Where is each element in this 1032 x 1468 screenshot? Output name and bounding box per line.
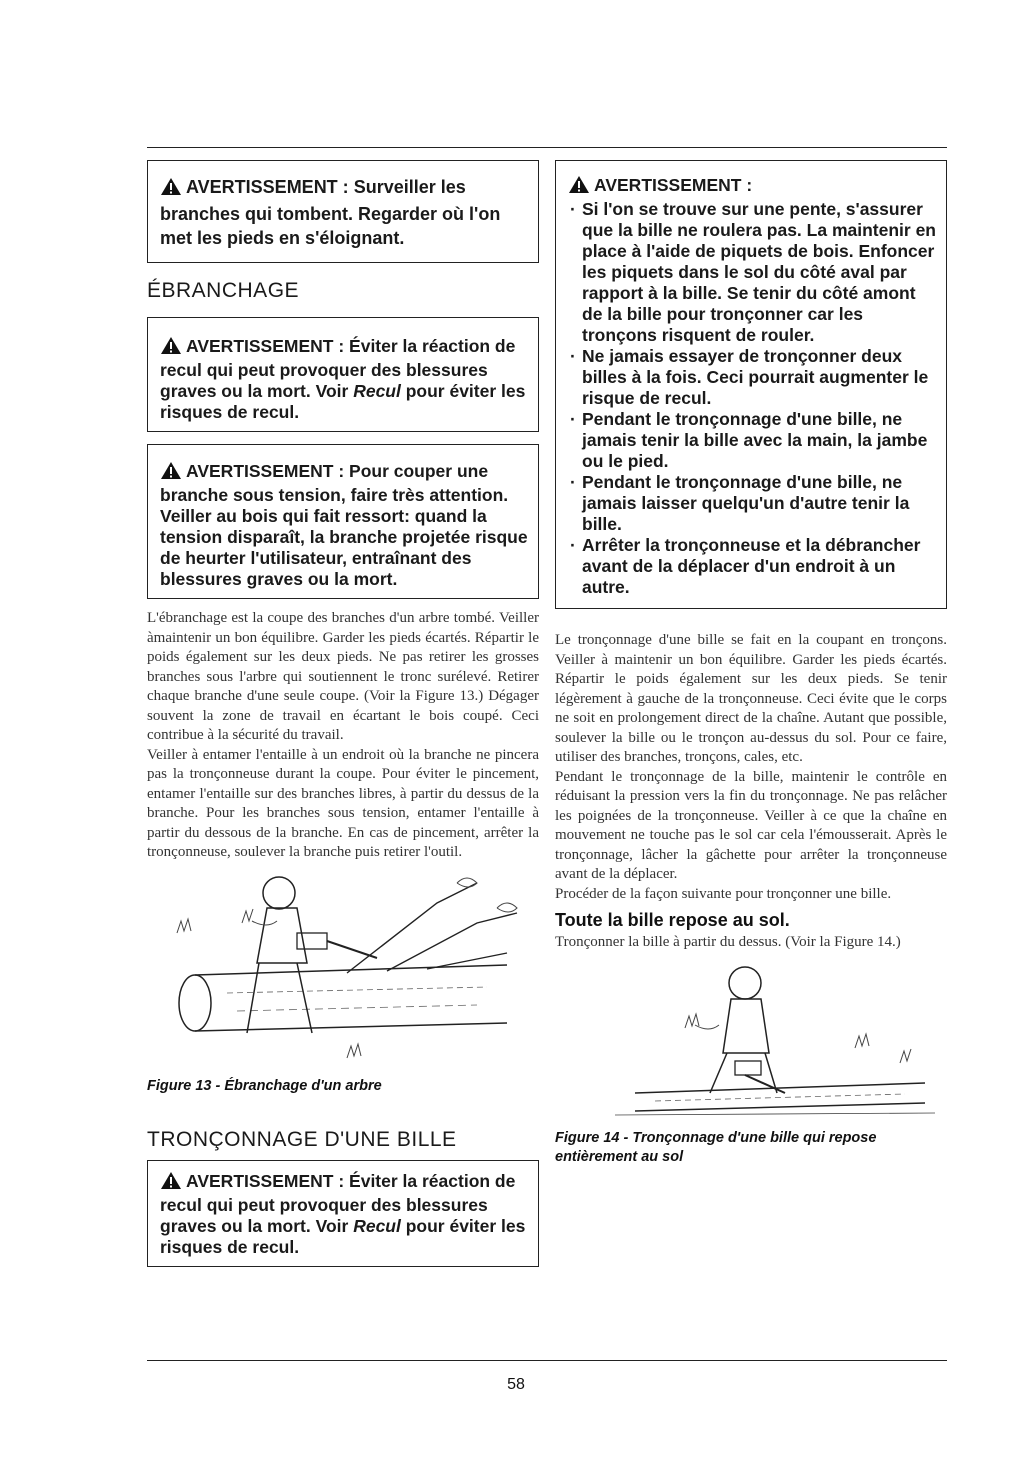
- warning-text: Pour couper une branche sous tension, faire très attention. Veiller au bois qui fait ressort: quand la tension disparaît, la branche projetée risque de heurter l'utilisateur, entraînant des blessures graves ou la mort.: [160, 461, 528, 589]
- figure14-caption: Figure 14 - Tronçonnage d'une bille qui repose entièrement au sol: [555, 1129, 877, 1165]
- paragraph: L'ébranchage est la coupe des branches d'un arbre tombé. Veiller àmaintenir un bon équilibre. Garder les pieds écartés. Répartir le poids également sur les deux pieds. Ne pas retirer les grosses branches sous l'arbre qui soutiennent le tronc surélevé. Retirer chaque branche d'une seule coupe. (Voir la Figure 13.) Dégager souvent la zone de travail en écartant le bois coupé. Ceci contribue à la sécurité du travail.: [147, 610, 539, 743]
- warning-box-branch-tension: [147, 444, 539, 599]
- warning-text: Éviter la réaction de recul qui peut provoquer des blessures graves ou la mort. Voir: [160, 336, 516, 401]
- figure13-illustration: [147, 863, 539, 1073]
- section-title-tronconnage: TRONÇONNAGE D'UNE BILLE: [147, 1127, 457, 1151]
- warning-triangle-icon: [160, 461, 182, 485]
- warning-box-bucking-rules: [555, 160, 947, 609]
- left-column: [147, 160, 539, 1267]
- paragraph: Le tronçonnage d'une bille se fait en la coupant en tronçons. Veiller à maintenir un bon équilibre. Garder les pieds écartés. Répartir le poids également sur les deux pieds. Se tenir légèrement à gauche de la tronçonneuse. Ceci évite que le corps ne soit en prolongement direct de la chaîne. Autant que possible, soulever la bille ou le tronçon au-dessus du sol. Pour ce faire, utiliser des branches, tronçons, cales, etc.: [555, 632, 947, 765]
- warning-bullet: · Pendant le tronçonnage d'une bille, ne jamais laisser quelqu'un d'autre tenir la bille.: [568, 472, 936, 535]
- warning-box-kickback-bucking: [147, 1160, 539, 1267]
- warning-triangle-icon: [568, 175, 590, 199]
- paragraph: Veiller à entamer l'entaille à un endroit où la branche ne pincera pas la tronçonneuse durant la coupe. Pour éviter le pincement, entamer l'entaille sur des branches libres, à partir du dessus de la branche. Pour les branches sous tension, entamer l'entaille à partir du dessous de la branche. En cas de pincement, arrêter la tronçonneuse, soulever la branche puis retirer l'outil.: [147, 746, 539, 860]
- warning-italic-term: Recul: [353, 1215, 401, 1236]
- warning-label: AVERTISSEMENT :: [594, 175, 753, 195]
- warning-text: Éviter la réaction de recul qui peut provoquer des blessures graves ou la mort. Voir: [160, 1170, 516, 1236]
- section-title-ebranchage: ÉBRANCHAGE: [147, 279, 300, 302]
- paragraph: Tronçonner la bille à partir du dessus. (Voir la Figure 14.): [555, 934, 901, 950]
- warning-box-falling-branches: [147, 160, 539, 263]
- warning-label: AVERTISSEMENT :: [186, 461, 345, 481]
- bottom-rule: [147, 1360, 947, 1361]
- warning-bullet: · Pendant le tronçonnage d'une bille, ne jamais tenir la bille avec la main, la jambe ou le pied.: [568, 409, 936, 472]
- warning-text-end: pour éviter les risques de recul.: [160, 1215, 526, 1257]
- log-on-ground-text: [555, 933, 947, 953]
- warning-box-kickback: [147, 317, 539, 432]
- warning-bullet: · Ne jamais essayer de tronçonner deux billes à la fois. Ceci pourrait augmenter le risque de recul.: [568, 346, 936, 409]
- warning-italic-term: Recul: [353, 381, 401, 401]
- tronconnage-text: [555, 631, 947, 904]
- top-rule: [147, 147, 947, 148]
- subhead-log-on-ground: Toute la bille repose au sol.: [555, 910, 790, 930]
- warning-triangle-icon: [160, 1171, 182, 1195]
- warning-label: AVERTISSEMENT :: [186, 177, 349, 197]
- warning-bullet: · Si l'on se trouve sur une pente, s'assurer que la bille ne roulera pas. La maintenir en place à l'aide de piquets de bois. Enfoncer les piquets dans le sol du côté aval par rapport à la bille. Se tenir du côté amont de la bille pour tronçonner car les tronçons risquent de rouler.: [568, 199, 936, 346]
- warning-text-end: pour éviter les risques de recul.: [160, 381, 526, 422]
- figure13-caption: Figure 13 - Ébranchage d'un arbre: [147, 1077, 382, 1094]
- page-number: 58: [507, 1376, 525, 1393]
- warning-label: AVERTISSEMENT :: [186, 1170, 345, 1191]
- figure14-illustration: [555, 953, 947, 1123]
- warning-triangle-icon: [160, 336, 182, 360]
- warning-label: AVERTISSEMENT :: [186, 336, 345, 356]
- warning-bullet-list: [568, 199, 936, 598]
- ebranchage-text: [147, 609, 539, 863]
- paragraph: Procéder de la façon suivante pour tronçonner une bille.: [555, 885, 892, 902]
- paragraph: Pendant le tronçonnage de la bille, maintenir le contrôle en réduisant la pression vers la fin du tronçonnage. Ne pas relâcher les poignées de la tronçonneuse. Veiller à ce que la chaîne en mouvement ne touche pas le sol car cela l'émousserait. Après le tronçonnage, lâcher la gâchette pour arrêter la tronçonneuse avant de la déplacer.: [555, 768, 947, 882]
- warning-triangle-icon: [160, 177, 182, 202]
- warning-bullet: · Arrêter la tronçonneuse et la débrancher avant de la déplacer d'un endroit à un autre.: [568, 535, 936, 598]
- right-column: [555, 160, 947, 1167]
- warning-header: [568, 175, 936, 199]
- warning-text: Surveiller les branches qui tombent. Regarder où l'on met les pieds en s'éloignant.: [160, 177, 501, 248]
